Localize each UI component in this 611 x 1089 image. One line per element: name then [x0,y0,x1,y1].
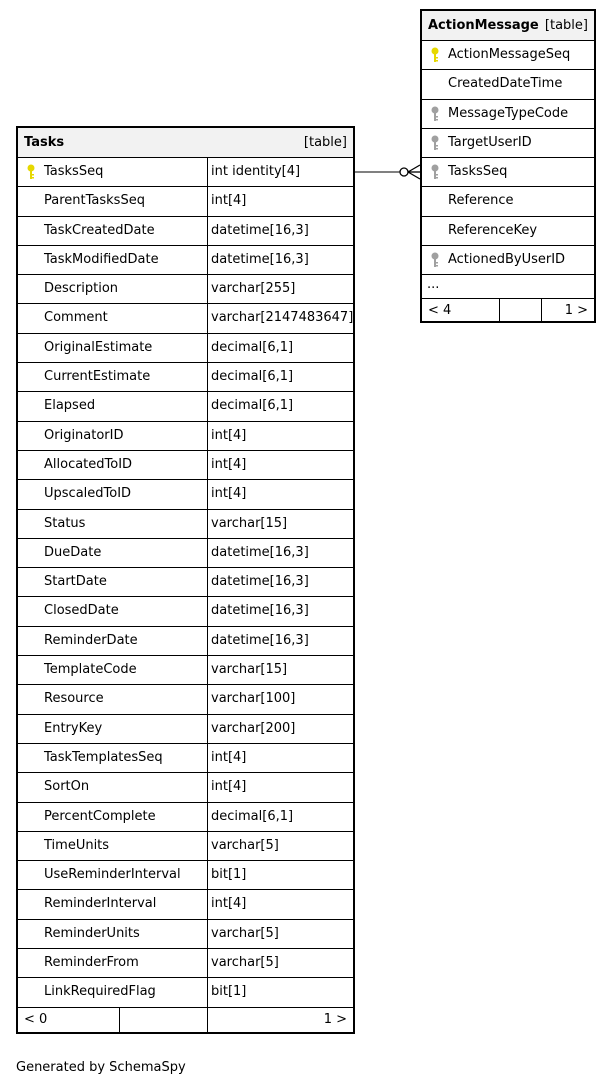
column-name: AllocatedToID [44,456,133,472]
column-name: ReminderInterval [44,896,157,912]
column-name: LinkRequiredFlag [44,984,156,1000]
column-type: decimal[6,1] [211,369,294,385]
column-name: Elapsed [44,398,96,414]
tasks-table-name: Tasks [24,135,65,150]
column-type: int[4] [211,896,247,912]
column-name: UpscaledToID [44,486,132,502]
column-name: Description [44,281,119,297]
column-name: Comment [44,310,108,326]
column-name: TaskTemplatesSeq [44,749,163,765]
column-type: varchar[15] [211,662,288,678]
column-type: decimal[6,1] [211,398,294,414]
column-type: varchar[200] [211,720,296,736]
column-name: Status [44,515,86,531]
column-name: StartDate [44,574,107,590]
column-type: bit[1] [211,984,247,1000]
generated-by-text: Generated by SchemaSpy [16,1060,186,1075]
column-type: datetime[16,3] [211,574,309,590]
column-type: int identity[4] [211,164,301,179]
tasks-table-kind: [table] [303,135,347,150]
column-name: CreatedDateTime [448,76,563,92]
column-type: datetime[16,3] [211,544,309,560]
action-message-footer-right: 1 > [564,303,588,319]
column-name: ReminderFrom [44,955,139,971]
column-name: PercentComplete [44,808,156,824]
relationship-zero-marker [400,168,408,176]
column-name: EntryKey [44,720,103,736]
column-type: varchar[5] [211,837,279,853]
column-type: int[4] [211,779,247,795]
column-type: varchar[5] [211,955,279,971]
action-message-table-kind: [table] [544,18,588,33]
tasks-footer-left: < 0 [24,1011,48,1027]
column-type: int[4] [211,749,247,765]
column-name: CurrentEstimate [44,369,151,385]
column-type: int[4] [211,456,247,472]
column-name: OriginalEstimate [44,339,153,355]
relationship-crowfoot-top [408,165,420,172]
column-type: decimal[6,1] [211,339,294,355]
column-type: datetime[16,3] [211,603,309,619]
column-name: TaskModifiedDate [44,251,159,267]
column-name: UseReminderInterval [44,867,181,883]
column-name: OriginatorID [44,427,124,443]
column-type: varchar[2147483647] [211,310,354,326]
column-type: datetime[16,3] [211,222,309,238]
action-message-footer-left: < 4 [428,303,452,319]
column-name: ReminderUnits [44,925,140,941]
column-name: MessageTypeCode [448,105,569,121]
column-type: datetime[16,3] [211,251,309,267]
column-type: datetime[16,3] [211,632,309,648]
relationship-crowfoot-bottom [408,172,420,179]
column-type: int[4] [211,486,247,502]
column-type: bit[1] [211,867,247,883]
column-name: ReminderDate [44,632,138,648]
column-name: TasksSeq [44,164,104,179]
column-name: ReferenceKey [448,222,538,238]
column-name: ActionedByUserID [448,252,566,268]
column-name: Resource [44,691,104,707]
column-name: ActionMessageSeq [448,47,571,62]
column-name: Reference [448,193,514,209]
column-name: ClosedDate [44,603,119,619]
column-name: TimeUnits [44,837,110,853]
tasks-footer-right: 1 > [323,1011,347,1027]
column-type: varchar[15] [211,515,288,531]
column-type: varchar[255] [211,281,296,297]
action-message-table-name: ActionMessage [428,18,539,33]
column-name: TaskCreatedDate [44,222,155,238]
column-type: varchar[100] [211,691,296,707]
column-name: TargetUserID [448,134,532,150]
column-name: DueDate [44,544,102,560]
column-name: ParentTasksSeq [44,193,145,209]
column-type: int[4] [211,427,247,443]
column-name: TemplateCode [44,662,137,678]
column-type: decimal[6,1] [211,808,294,824]
column-name: TasksSeq [448,164,508,180]
column-name: SortOn [44,779,90,795]
column-type: int[4] [211,193,247,209]
action-message-ellipsis: ... [427,277,440,293]
column-type: varchar[5] [211,925,279,941]
